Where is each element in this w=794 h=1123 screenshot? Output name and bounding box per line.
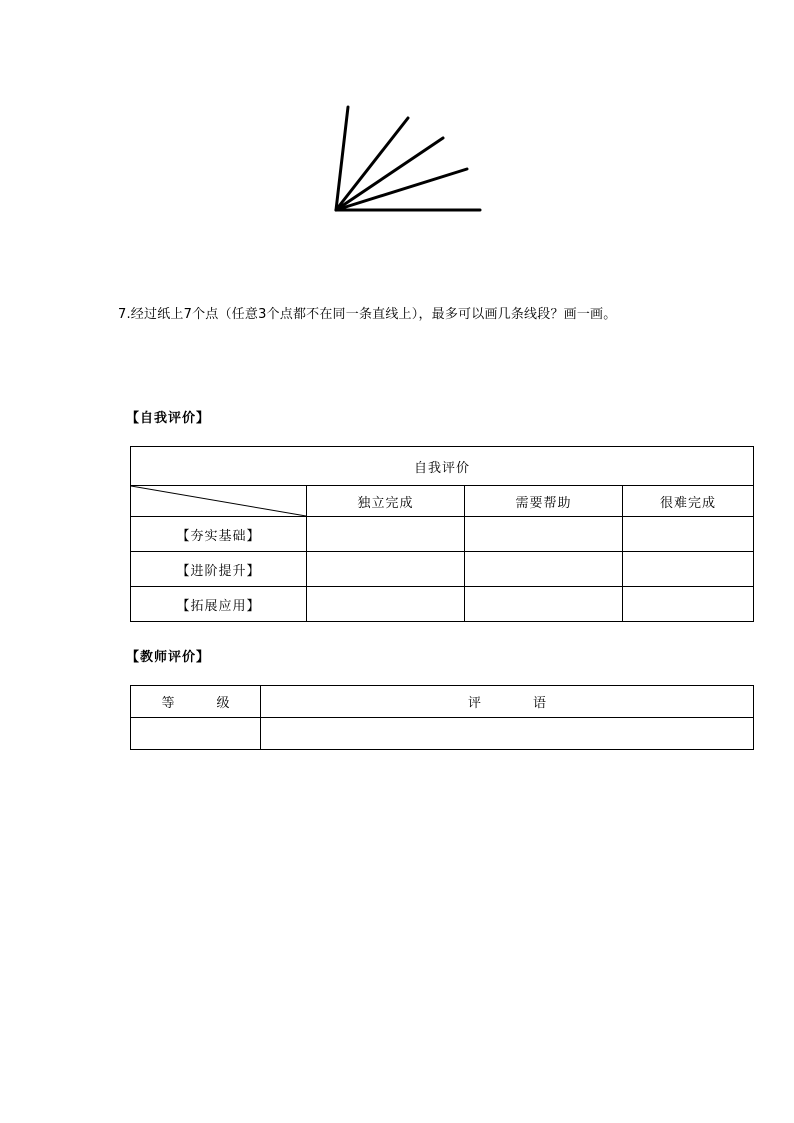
self-eval-table-title: 自我评价 [131,447,754,486]
rating-cell[interactable] [465,587,623,622]
grade-header [131,686,261,718]
ray-2 [336,118,408,210]
comment-cell[interactable] [261,718,754,750]
teacher-eval-heading: 【教师评价】 [126,650,211,665]
ray-3 [336,138,443,210]
angle-rays-figure [300,95,500,225]
grade-cell[interactable] [131,718,261,750]
diagonal-header-cell [131,486,307,517]
self-eval-table [130,446,754,622]
rating-cell[interactable] [307,587,465,622]
table-row [131,587,754,622]
rating-cell[interactable] [465,552,623,587]
rating-cell[interactable] [307,517,465,552]
row-label: 【夯实基础】 [131,517,307,552]
row-label: 【拓展应用】 [131,587,307,622]
comment-label-a: 评 [467,696,481,711]
self-eval-heading: 【自我评价】 [126,411,211,426]
rating-cell[interactable] [465,517,623,552]
comment-label-b: 语 [533,696,547,711]
grade-label-a: 等 [161,696,175,711]
teacher-eval-table [130,685,754,750]
rating-cell[interactable] [623,517,754,552]
comment-header [261,686,754,718]
row-label: 【进阶提升】 [131,552,307,587]
column-header: 很难完成 [623,486,754,517]
grade-label-b: 级 [216,696,230,711]
ray-4 [336,169,467,210]
table-row [131,552,754,587]
question-text: 7.经过纸上7个点（任意3个点都不在同一条直线上），最多可以画几条线段？画一画。 [118,307,617,322]
column-header: 需要帮助 [465,486,623,517]
rating-cell[interactable] [623,587,754,622]
column-header: 独立完成 [307,486,465,517]
rating-cell[interactable] [307,552,465,587]
table-row [131,517,754,552]
rating-cell[interactable] [623,552,754,587]
